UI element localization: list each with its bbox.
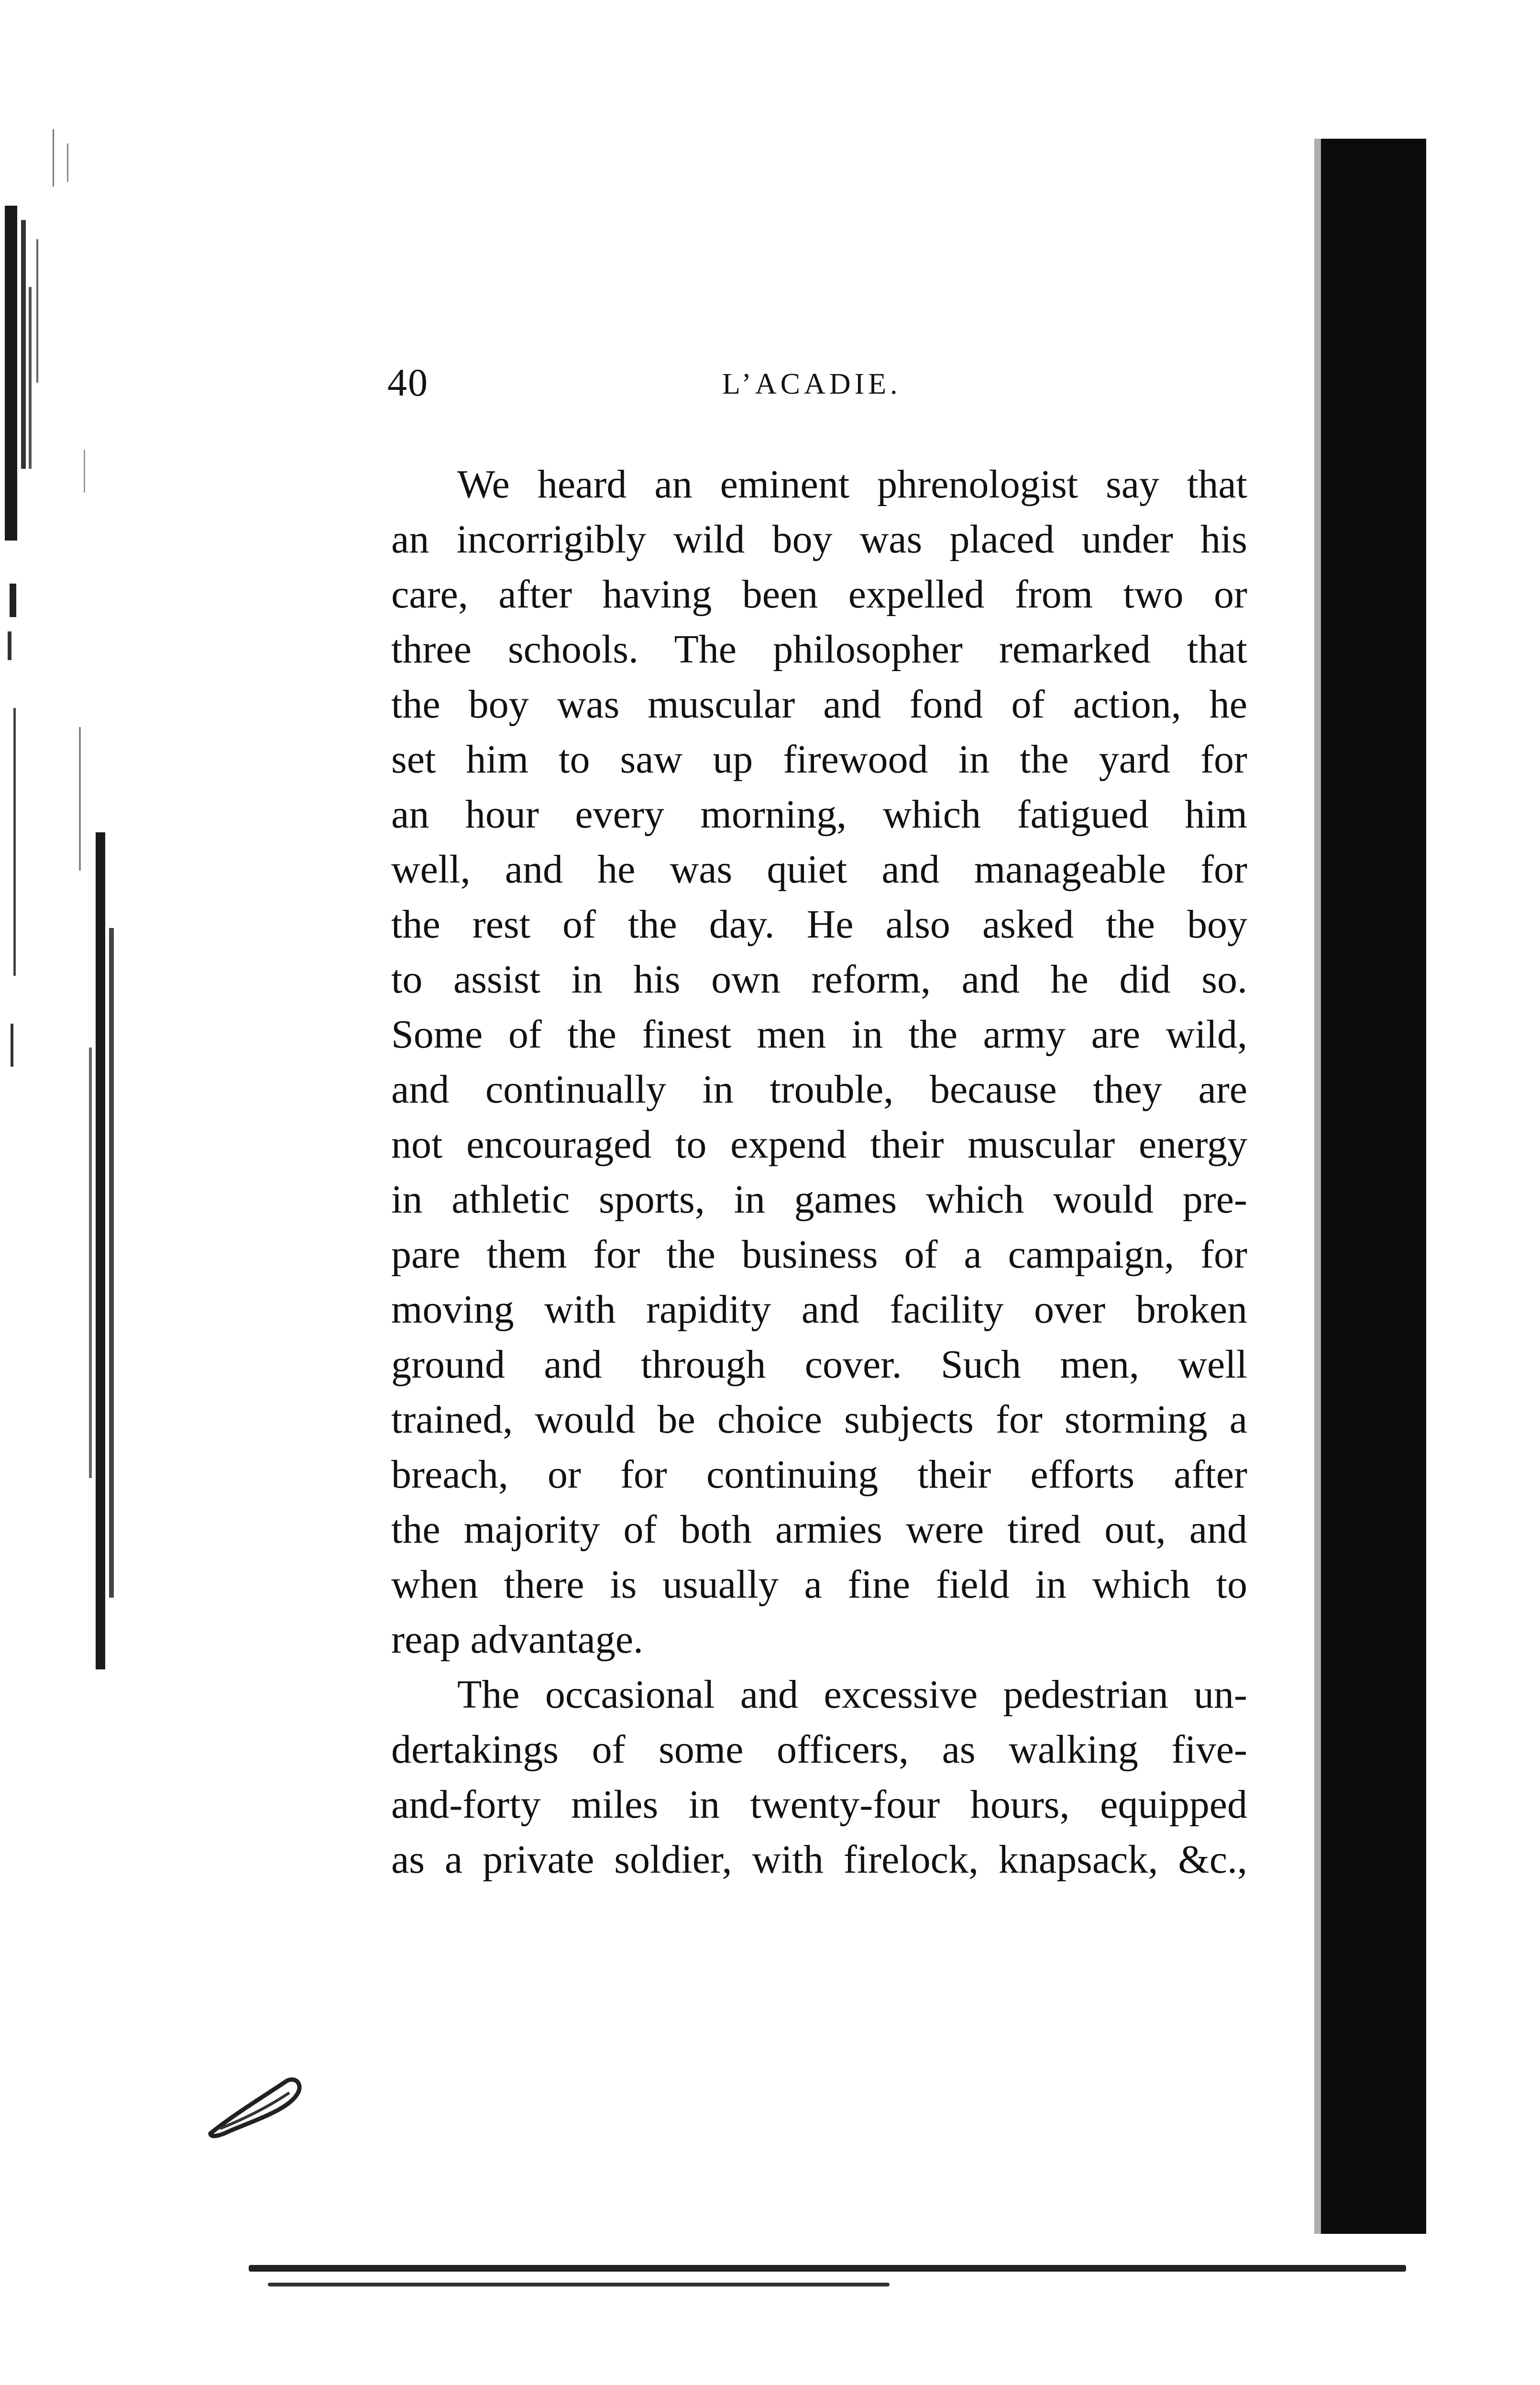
page-number: 40: [387, 361, 429, 404]
text-line: an hour every morning, which fatigued him: [391, 792, 1247, 837]
text-line: the majority of both armies were tired out, and: [391, 1507, 1247, 1552]
scan-binding-bar: [1321, 139, 1426, 2234]
text-line: The occasional and excessive pedestrian un-: [457, 1672, 1247, 1717]
text-line: trained, would be choice subjects for storming a: [391, 1397, 1247, 1442]
text-line: the boy was muscular and fond of action, he: [391, 682, 1247, 727]
text-line: breach, or for continuing their efforts after: [391, 1452, 1247, 1497]
paragraph-2: [391, 1667, 1247, 1887]
text-line: care, after having been expelled from two or: [391, 572, 1247, 617]
running-head: L’ACADIE.: [722, 368, 902, 400]
text-line: the rest of the day. He also asked the boy: [391, 902, 1247, 947]
text-line: to assist in his own reform, and he did so.: [391, 957, 1247, 1002]
body-text: [391, 457, 1247, 1887]
paragraph-1: [391, 457, 1247, 1667]
text-line: when there is usually a fine field in which to: [391, 1562, 1247, 1607]
text-line: dertakings of some officers, as walking five-: [391, 1727, 1247, 1772]
text-line: Some of the finest men in the army are wild,: [391, 1012, 1247, 1057]
text-line: ground and through cover. Such men, well: [391, 1342, 1247, 1387]
text-line: an incorrigibly wild boy was placed under his: [391, 517, 1247, 562]
scan-margin-noise: [0, 115, 158, 1693]
text-line: We heard an eminent phrenologist say that: [457, 462, 1247, 507]
text-line: and-forty miles in twenty-four hours, equipped: [391, 1782, 1247, 1827]
text-line: not encouraged to expend their muscular energy: [391, 1122, 1247, 1167]
text-line: pare them for the business of a campaign, for: [391, 1232, 1247, 1277]
text-line: and continually in trouble, because they are: [391, 1067, 1247, 1112]
scan-bottom-rule-secondary: [268, 2283, 890, 2286]
text-line: well, and he was quiet and manageable for: [391, 847, 1247, 892]
ink-mark: [201, 2066, 316, 2143]
text-line: set him to saw up firewood in the yard for: [391, 737, 1247, 782]
text-line: three schools. The philosopher remarked that: [391, 627, 1247, 672]
text-line: in athletic sports, in games which would pre-: [391, 1177, 1247, 1222]
text-line: moving with rapidity and facility over broken: [391, 1287, 1247, 1332]
text-line: as a private soldier, with firelock, knapsack, &c.,: [391, 1837, 1247, 1882]
scan-bottom-rule: [249, 2265, 1406, 2272]
text-line: reap advantage.: [391, 1617, 644, 1662]
